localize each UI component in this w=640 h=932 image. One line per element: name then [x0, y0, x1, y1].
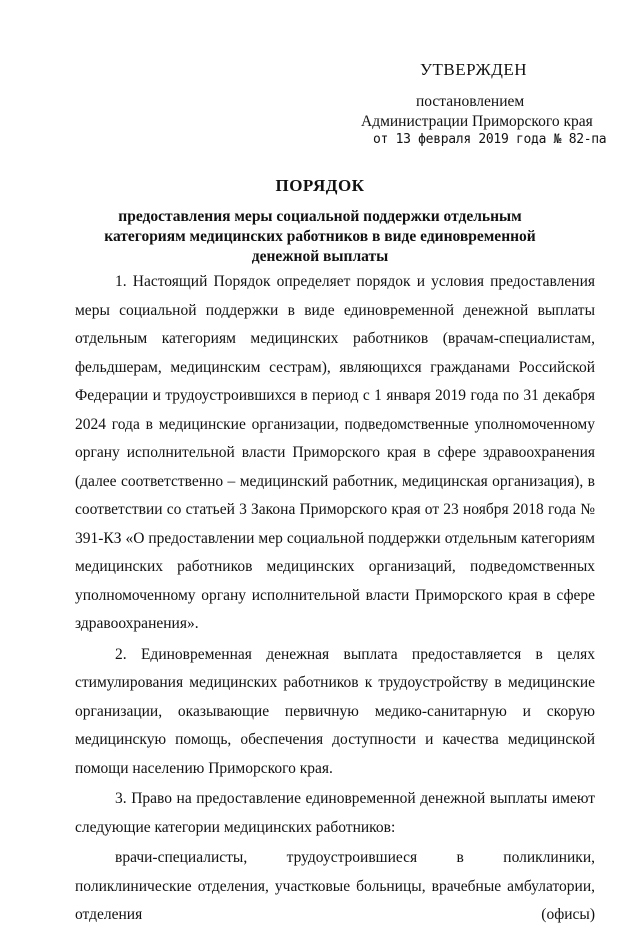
- paragraph-3: 3. Право на предоставление единовременной денежной выплаты имеют следующие категории медицинских работников:: [75, 790, 595, 836]
- document-title: ПОРЯДОК: [275, 176, 365, 195]
- approval-line-administration: Администрации Приморского края: [361, 113, 593, 130]
- approval-line-date-number: от 13 февраля 2019 года № 82-па: [373, 132, 607, 147]
- document-subtitle: предоставления меры социальной поддержки отдельным категориям медицинских работников в виде единовременной денежной выплаты: [104, 208, 536, 265]
- paragraph-4: врачи-специалисты, трудоустроившиеся в поликлиники, поликлинические отделения, участковые больницы, врачебные амбулатории, отделения (офисы): [75, 849, 595, 923]
- approval-title: УТВЕРЖДЕН: [420, 60, 527, 79]
- paragraph-2: 2. Единовременная денежная выплата предоставляется в целях стимулирования медицинских работников к трудоустройству в медицинские организации, оказывающие первичную медико-санитарную и скорую медицинскую помощь, обеспечения доступности и качества медицинской помощи населению Приморского края.: [75, 645, 595, 777]
- document-body: [75, 268, 595, 932]
- approval-line-resolution: постановлением: [416, 93, 525, 110]
- paragraph-1: 1. Настоящий Порядок определяет порядок и условия предоставления меры социальной поддержки в виде единовременной денежной выплаты отдельным категориям медицинских работников (врачам-специалистам, фельдшерам, медицинским сестрам), являющихся гражданами Российской Федерации и трудоустроившихся в период с 1 января 2019 года по 31 декабря 2024 года в медицинские организации, подведомственные уполномоченному органу исполнительной власти Приморского края в сфере здравоохранения (далее соответственно – медицинский работник, медицинская организация), в соответствии со статьей 3 Закона Приморского края от 23 ноября 2018 года № 391-КЗ «О предоставлении мер социальной поддержки отдельным категориям медицинских работников медицинских организаций, подведомственных уполномоченному органу исполнительной власти Приморского края в сфере здравоохранения».: [75, 273, 595, 632]
